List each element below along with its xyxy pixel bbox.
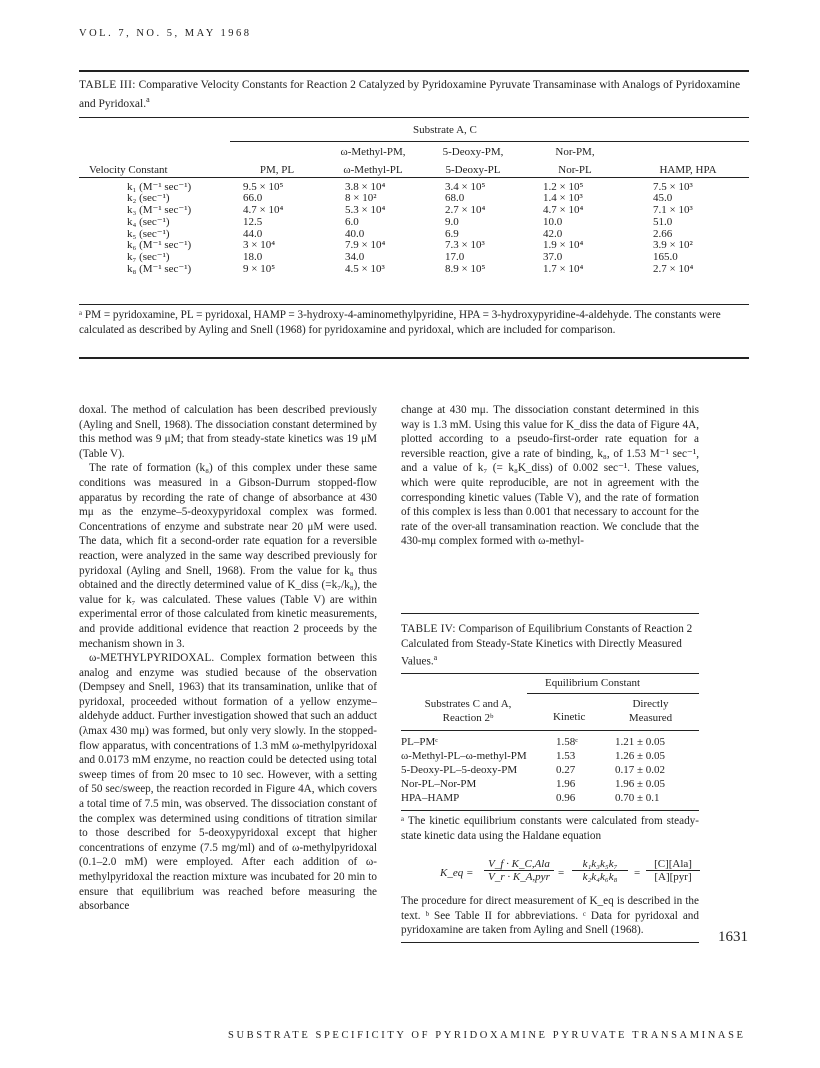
eq-fraction-2 <box>572 858 628 883</box>
t3-cell: 3.4 × 10⁵ <box>445 180 486 193</box>
left-paragraph-2: The rate of formation (k₈) of this complex under these same conditions was measured in a Gibson-Durrum stopped-flow apparatus by recording the rate of change of absorbance at 430 mμ as the enzyme–5-deoxypyridoxal complex was formed. Concentrations of enzyme and substrate near 20 μM were used. The data, which fit a second-order rate equation for a reversible reaction, were analyzed in the same way described previously for pyridoxal (Ayling and Snell, 1968). From the value for k₈ thus obtained and the directly determined value of K_diss (=k₇/k₈), the value for k₇ was calculated. These values (Table V) are within experimental error of those calculated from kinetic measurements, and provide additional evidence that reaction 2 proceeds by the mechanism shown in 3. <box>79 462 377 650</box>
table3-end-rule <box>79 357 749 359</box>
t3-cell: 9.0 <box>445 215 459 228</box>
table-row <box>401 791 699 805</box>
table3 <box>79 146 749 276</box>
t4-row-label: 5-Deoxy-PL–5-deoxy-PM <box>401 764 518 776</box>
t3-cell: 2.7 × 10⁴ <box>653 263 694 276</box>
eq-f3-den: [A][pyr] <box>654 871 692 883</box>
left-column <box>79 403 377 914</box>
table4-col3-head-l1: Directly <box>632 698 669 710</box>
t3-header-l1-5 <box>627 146 749 159</box>
left-paragraph-3: ω-METHYLPYRIDOXAL. Complex formation between this analog and enzyme was studied because of the observation (Dempsey and Snell, 1963) that its transamination, unlike that of pyridoxal, proceeded without formation of a yellow enzyme–aldehyde adduct. Further investigation showed that such an adduct (λmax 430 mμ) was formed, but only very slowly. In the stopped-flow apparatus, with concentrations of 1.3 mM ω-methylpyridoxal and 0.0173 mM enzyme, no reaction could be detected using total sweep times of from 20 msec to 10 sec. However, with a setting of 50 sec/sweep, the reaction recorded in Figure 4A, which covers a total time of 7.5 min, was observed. The dissociation constant of the complex was determined using conditions of titration similar to those described for 5-deoxypyridoxal except that higher concentrations of enzyme (7.5 mg/ml) and of ω-methylpyridoxal (0.1–2.0 mM) were employed. After each addition of ω-methylpyridoxal the reaction mixture was incubated for 20 min to ensure that equilibrium was reached before measuring the absorbance <box>79 652 377 913</box>
t3-cell: 1.9 × 10⁴ <box>543 239 584 252</box>
t3-header-l2-1: PM, PL <box>259 163 295 176</box>
t3-row-label: k₈ (M⁻¹ sec⁻¹) <box>127 263 192 276</box>
table3-caption <box>79 78 749 111</box>
t3-cell: 10.0 <box>543 215 563 228</box>
t3-cell: 2.7 × 10⁴ <box>445 204 486 217</box>
t3-header-l1-2: ω-Methyl-PM, <box>340 146 406 158</box>
t3-cell: 7.3 × 10³ <box>445 239 485 252</box>
table3-caption-text: Comparative Velocity Constants for Reaction 2 Catalyzed by Pyridoxamine Pyruvate Transaminase with Analogs of Pyridoxamine and Pyridoxal. <box>79 79 741 110</box>
eq-f2-num: k₁k₃k₅k₇ <box>572 858 628 871</box>
t3-cell: 4.7 × 10⁴ <box>243 204 284 217</box>
t3-cell: 37.0 <box>543 251 563 264</box>
haldane-equation <box>440 858 700 890</box>
t3-header-l2-4: Nor-PL <box>558 163 592 176</box>
table4-top-rule <box>401 613 699 614</box>
t3-cell: 66.0 <box>243 192 263 205</box>
table4-header-rule <box>401 673 699 674</box>
t4-row-label: PL–PMᶜ <box>401 736 439 748</box>
table3-spanner: Substrate A, C <box>413 124 477 136</box>
t3-cell: 1.7 × 10⁴ <box>543 263 584 276</box>
running-head: VOL. 7, NO. 5, MAY 1968 <box>79 28 252 39</box>
right-column-text: change at 430 mμ. The dissociation constant determined in this way is 1.3 mM. Using this value for K_diss the data of Figure 4A, plotted according to a pseudo-first-order rate equation for a reversible reaction, give a rate of binding, k₈, of 1.53 M⁻¹ sec⁻¹, and a value of k₇ (= k₈K_diss) of 0.002 sec⁻¹. These values, which were quite reproducible, are not in agreement with the corresponding kinetic values (Table V), and the rate of formation of this complex is less than 0.001 that necessary to account for the rate of the over-all transamination reaction. We conclude that the 430-mμ complex formed with ω-methyl- <box>401 404 699 548</box>
t3-cell: 7.5 × 10³ <box>653 180 693 193</box>
t3-cell: 34.0 <box>345 251 365 264</box>
table-row <box>79 217 749 229</box>
t3-cell: 51.0 <box>653 215 673 228</box>
table-row <box>401 749 699 763</box>
t4-cell: 0.70 ± 0.1 <box>615 792 660 804</box>
table4-bottom-rule <box>401 810 699 811</box>
eq-f3-num: [C][Ala] <box>646 858 700 871</box>
t4-cell: 1.58ᶜ <box>556 736 579 748</box>
t3-cell: 1.4 × 10³ <box>543 192 583 205</box>
t3-header-l2-5: HAMP, HPA <box>659 163 717 176</box>
table4-end-rule <box>401 942 699 943</box>
table4-col1-head <box>401 697 535 725</box>
table4-col3-head <box>602 697 699 725</box>
t3-cell: 2.66 <box>653 227 673 240</box>
t4-cell: 0.17 ± 0.02 <box>615 764 666 776</box>
t3-cell: 5.3 × 10⁴ <box>345 204 386 217</box>
table4-footnote-rest: The procedure for direct measurement of K_eq is described in the text. ᵇ See Table II for abbreviations. ᶜ Data for pyridoxal and pyridoxamine are taken from Ayling and Snell (1968). <box>401 895 699 937</box>
table4-label: TABLE IV: <box>401 623 456 635</box>
t4-cell: 1.96 <box>556 778 576 790</box>
t3-header-l1-3: 5-Deoxy-PM, <box>442 146 504 158</box>
t4-cell: 1.53 <box>556 750 576 762</box>
table4-caption-note: a <box>433 653 438 663</box>
t3-row-label: k₆ (M⁻¹ sec⁻¹) <box>127 239 192 252</box>
t3-cell: 12.5 <box>243 215 263 228</box>
table3-caption-note: a <box>146 94 150 104</box>
table-row <box>401 763 699 777</box>
t3-cell: 7.1 × 10³ <box>653 204 693 217</box>
t3-row-label: k₃ (M⁻¹ sec⁻¹) <box>127 204 192 217</box>
t3-cell: 3 × 10⁴ <box>243 239 276 252</box>
t3-cell: 8.9 × 10⁵ <box>445 263 486 276</box>
left-paragraph-1: doxal. The method of calculation has been described previously (Ayling and Snell, 1968). The dissociation constant determined by this method was 9 μM; that from steady-state kinetics was 19 μM (Table V). <box>79 404 377 460</box>
eq-fraction-3 <box>646 858 700 883</box>
table3-footnote: ᵃ PM = pyridoxamine, PL = pyridoxal, HAMP = 3-hydroxy-4-aminomethylpyridine, HPA = 3-hydroxypyridine-4-aldehyde. The constants were calculated as described by Ayling and Snell (1968) for pyridoxamine and pyridoxal, which are included for comparison. <box>79 309 721 336</box>
t3-cell: 8 × 10² <box>345 192 377 205</box>
eq-f1-num: V_f · K_C,Ala <box>484 858 554 871</box>
t4-cell: 1.96 ± 0.05 <box>615 778 666 790</box>
table4-col1-head-l2: Reaction 2ᵇ <box>442 712 494 724</box>
t3-cell: 17.0 <box>445 251 465 264</box>
t3-cell: 9.5 × 10⁵ <box>243 180 284 193</box>
t3-cell: 3.9 × 10² <box>653 239 693 252</box>
table4-caption-text: Comparison of Equilibrium Constants of Reaction 2 Calculated from Steady-State Kinetics with Directly Measured Values. <box>401 623 693 668</box>
table4-spanner: Equilibrium Constant <box>545 677 641 689</box>
eq-equals-1: = <box>558 867 565 879</box>
t3-row-label: k₄ (sec⁻¹) <box>127 215 170 228</box>
t3-row-label: k₇ (sec⁻¹) <box>127 251 170 264</box>
t4-cell: 0.96 <box>556 792 576 804</box>
table4-col2-head: Kinetic <box>553 711 586 723</box>
table-row <box>79 264 749 276</box>
t3-cell: 6.0 <box>345 215 359 228</box>
table-row <box>401 735 699 749</box>
t3-header-l1-0 <box>79 146 231 159</box>
t3-cell: 7.9 × 10⁴ <box>345 239 386 252</box>
t3-cell: 42.0 <box>543 227 563 240</box>
eq-lhs: K_eq = <box>440 867 474 879</box>
t3-cell: 18.0 <box>243 251 263 264</box>
t3-cell: 4.5 × 10³ <box>345 263 385 276</box>
table3-header-rule <box>79 117 749 118</box>
t3-cell: 4.7 × 10⁴ <box>543 204 584 217</box>
t4-cell: 0.27 <box>556 764 576 776</box>
t3-cell: 45.0 <box>653 192 673 205</box>
table-row <box>401 777 699 791</box>
t3-header-l2-3: 5-Deoxy-PL <box>445 163 501 176</box>
eq-equals-2: = <box>634 867 641 879</box>
t4-row-label: Nor-PL–Nor-PM <box>401 778 477 790</box>
table4-col3-head-l2: Measured <box>628 712 673 724</box>
t4-row-label: ω-Methyl-PL–ω-methyl-PM <box>401 750 527 762</box>
table3-label: TABLE III: <box>79 79 136 91</box>
t4-row-label: HPA–HAMP <box>401 792 460 804</box>
page-number: 1631 <box>718 929 748 945</box>
t4-cell: 1.21 ± 0.05 <box>615 736 666 748</box>
table4-body-rule <box>401 730 699 731</box>
t3-cell: 1.2 × 10⁵ <box>543 180 584 193</box>
t3-cell: 40.0 <box>345 227 365 240</box>
t4-cell: 1.26 ± 0.05 <box>615 750 666 762</box>
t3-header-l2-2: ω-Methyl-PL <box>343 163 403 176</box>
running-foot: SUBSTRATE SPECIFICITY OF PYRIDOXAMINE PYRUVATE TRANSAMINASE <box>228 1030 746 1041</box>
t3-row-label: k₅ (sec⁻¹) <box>127 227 170 240</box>
eq-fraction-1 <box>484 858 554 883</box>
t3-row-label: k₂ (sec⁻¹) <box>127 192 170 205</box>
eq-f2-den: k₂k₄k₆k₈ <box>582 871 618 883</box>
eq-f1-den: V_r · K_A,pyr <box>488 871 550 883</box>
table4-caption <box>401 622 699 670</box>
t3-cell: 3.8 × 10⁴ <box>345 180 386 193</box>
table-row <box>79 205 749 217</box>
table4-footnote-a: ᵃ The kinetic equilibrium constants were calculated from steady-state kinetic data using the Haldane equation <box>401 815 699 842</box>
t3-header-l2-0: Velocity Constant <box>89 163 168 176</box>
t3-cell: 9 × 10⁵ <box>243 263 276 276</box>
t3-cell: 44.0 <box>243 227 263 240</box>
table-row <box>79 182 749 194</box>
t3-cell: 165.0 <box>653 251 678 264</box>
t3-cell: 68.0 <box>445 192 465 205</box>
table4-spanner-rule <box>527 693 699 694</box>
t3-row-label: k₁ (M⁻¹ sec⁻¹) <box>127 180 192 193</box>
table-row <box>79 240 749 252</box>
table3-spanner-rule <box>230 141 749 142</box>
table4 <box>401 735 699 805</box>
t3-header-l1-4: Nor-PM, <box>555 146 595 158</box>
t3-cell: 6.9 <box>445 227 459 240</box>
table4-col1-head-l1: Substrates C and A, <box>424 698 512 710</box>
t3-header-l1-1 <box>231 146 323 159</box>
table3-top-rule <box>79 70 749 72</box>
table3-bottom-rule <box>79 304 749 305</box>
